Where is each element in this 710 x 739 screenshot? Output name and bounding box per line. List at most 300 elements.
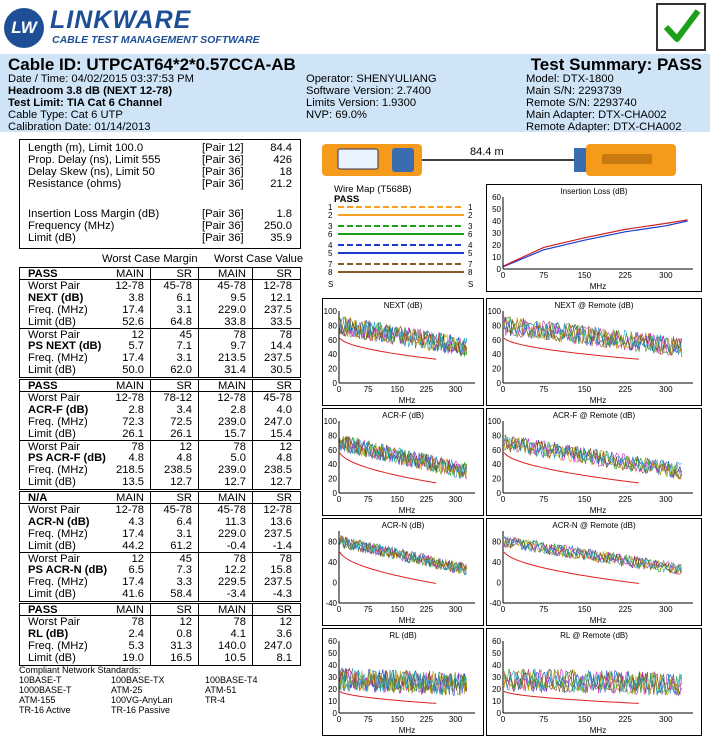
table-row	[20, 640, 300, 652]
table-cell: MAIN	[218, 492, 246, 504]
chart-title: ACR-N (dB)	[381, 521, 425, 530]
column-divider	[252, 268, 253, 377]
table-cell: SR	[176, 492, 192, 504]
y-tick-label: 40	[492, 460, 501, 470]
table-cell: 19.0	[122, 652, 144, 664]
table-row-label: Worst Pair	[28, 392, 81, 404]
table-cell: 0.8	[176, 628, 192, 640]
y-tick-label: 20	[492, 474, 501, 484]
linkware-logo-subtitle: CABLE TEST MANAGEMENT SOFTWARE	[52, 34, 260, 46]
wire-pin-right: 3	[468, 222, 473, 231]
table-cell: 7.1	[176, 340, 192, 352]
table-cell: SR	[276, 492, 292, 504]
table-row	[20, 516, 300, 528]
table-cell: 12.7	[170, 476, 192, 488]
x-tick-label: 225	[618, 271, 632, 280]
cable-diagram	[322, 140, 702, 180]
y-tick-label: -40	[325, 599, 337, 608]
table-cell: 10.5	[224, 652, 246, 664]
table-cell: SR	[176, 380, 192, 392]
y-tick-label: 50	[328, 649, 337, 658]
wire-pin-right: S	[468, 280, 474, 289]
summary-row	[20, 208, 300, 220]
table-cell: 78	[279, 329, 292, 341]
x-tick-label: 0	[500, 605, 506, 614]
table-cell: 13.5	[122, 476, 144, 488]
y-tick-label: 100	[323, 307, 337, 316]
table-cell: 4.3	[128, 516, 144, 528]
table-cell: MAIN	[218, 380, 246, 392]
x-axis-label: MHz	[589, 396, 607, 405]
y-tick-label: 60	[328, 445, 337, 455]
y-tick-label: 60	[492, 335, 501, 345]
x-tick-label: 0	[500, 271, 506, 280]
x-tick-label: 225	[419, 715, 434, 724]
x-tick-label: 75	[539, 715, 549, 724]
summary-value: 84.4	[270, 142, 292, 154]
chart-title: ACR-F (dB)	[382, 411, 424, 420]
wire-pin-right: 7	[468, 260, 473, 269]
x-tick-label: 300	[659, 605, 673, 614]
summary-panel	[19, 139, 301, 249]
table-row-label: RL (dB)	[28, 628, 69, 640]
table-cell: 33.5	[270, 316, 292, 328]
table-cell: SR	[276, 604, 292, 616]
summary-label: Delay Skew (ns), Limit 50	[28, 166, 155, 178]
summary-pair: [Pair 36]	[202, 220, 244, 232]
header-left-column	[8, 73, 194, 133]
wire-pin-left: 8	[328, 268, 333, 277]
header-right-column	[526, 73, 681, 133]
table-cell: 5.0	[230, 452, 246, 464]
y-tick-label: 40	[492, 557, 501, 567]
summary-row	[20, 166, 300, 178]
table-cell: MAIN	[116, 380, 144, 392]
date-time: Date / Time: 04/02/2015 03:37:53 PM	[8, 73, 194, 85]
wire-pin-left: 3	[328, 222, 333, 231]
table-cell: 15.7	[224, 428, 246, 440]
summary-row	[20, 232, 300, 244]
x-axis-label: MHz	[398, 396, 416, 405]
chart-svg	[323, 409, 483, 515]
table-cell: MAIN	[116, 604, 144, 616]
standard-item: TR-4	[205, 695, 225, 705]
y-tick-label: 80	[328, 431, 337, 441]
cable-type: Cable Type: Cat 6 UTP	[8, 109, 123, 121]
table-row	[20, 392, 300, 404]
standard-item: ATM-51	[205, 685, 237, 695]
summary-value: 18	[279, 166, 292, 178]
cable-id: Cable ID: UTPCAT64*2*0.57CCA-AB	[8, 55, 296, 74]
x-tick-label: 0	[500, 385, 506, 394]
summary-value: 250.0	[264, 220, 292, 232]
summary-pair: [Pair 36]	[202, 232, 244, 244]
standard-item: 100BASE-TX	[111, 675, 165, 685]
x-tick-label: 225	[419, 385, 434, 394]
x-tick-label: 0	[336, 715, 342, 724]
wire-pin-right: 6	[468, 230, 473, 239]
limit-line	[504, 338, 639, 359]
table-cell: 26.1	[170, 428, 192, 440]
limit-line	[340, 552, 436, 583]
x-axis-label: MHz	[589, 506, 607, 515]
table-cell: 4.8	[176, 452, 192, 464]
x-tick-label: 300	[659, 495, 673, 504]
summary-label: Insertion Loss Margin (dB)	[28, 208, 160, 220]
table-row-label: PASS	[28, 268, 58, 280]
table-cell: 78	[233, 616, 246, 628]
table-cell: 2.4	[128, 628, 144, 640]
summary-label: Length (m), Limit 100.0	[28, 142, 144, 154]
table-row-label: Freq. (MHz)	[28, 528, 88, 540]
x-tick-label: 225	[419, 495, 434, 504]
x-tick-label: 150	[577, 495, 592, 504]
table-row	[20, 380, 300, 392]
y-tick-label: 40	[492, 661, 501, 670]
table-row	[20, 280, 300, 292]
table-row	[20, 540, 300, 552]
summary-row	[20, 154, 300, 166]
table-cell: 12	[179, 441, 192, 453]
x-tick-label: 0	[500, 495, 506, 504]
summary-value: 21.2	[270, 178, 292, 190]
summary-pair: [Pair 36]	[202, 208, 244, 220]
table-cell: 12	[131, 553, 144, 565]
column-divider	[150, 492, 151, 601]
chart-title: RL @ Remote (dB)	[560, 631, 628, 640]
table-cell: SR	[276, 380, 292, 392]
x-tick-label: 75	[539, 385, 549, 394]
x-tick-label: 225	[618, 605, 632, 614]
table-cell: 33.8	[224, 316, 246, 328]
summary-row	[20, 142, 300, 154]
insertion-loss-chart	[486, 184, 702, 292]
table-cell: 45	[179, 329, 192, 341]
table-cell: 3.3	[176, 576, 192, 588]
x-tick-label: 300	[659, 715, 673, 724]
table-cell: 237.5	[264, 304, 292, 316]
table-row-label: Freq. (MHz)	[28, 304, 88, 316]
column-divider	[252, 604, 253, 665]
x-tick-label: 300	[448, 385, 463, 394]
acr-f-table	[19, 379, 301, 490]
table-row	[20, 476, 300, 488]
rl-remote-chart	[486, 628, 702, 736]
table-cell: 218.5	[116, 464, 144, 476]
table-row-label: Worst Pair	[28, 280, 81, 292]
table-row-label: Freq. (MHz)	[28, 464, 88, 476]
table-row	[20, 504, 300, 516]
chart-svg	[323, 519, 483, 625]
table-row	[20, 364, 300, 376]
table-row-label: Freq. (MHz)	[28, 576, 88, 588]
chart-title: NEXT (dB)	[383, 301, 423, 310]
y-tick-label: 100	[487, 307, 501, 316]
summary-value: 35.9	[270, 232, 292, 244]
table-cell: 78	[131, 616, 144, 628]
y-tick-label: 40	[492, 350, 501, 360]
y-tick-label: 20	[328, 685, 337, 694]
table-cell: 12-78	[115, 392, 144, 404]
table-cell: 58.4	[170, 588, 192, 600]
y-tick-label: 80	[492, 537, 501, 547]
linkware-logo-badge: LW	[4, 8, 44, 48]
test-summary: Test Summary: PASS	[530, 55, 702, 74]
x-tick-label: 300	[448, 715, 463, 724]
table-cell: 239.0	[218, 416, 246, 428]
summary-label: Prop. Delay (ns), Limit 555	[28, 154, 161, 166]
main-adapter: Main Adapter: DTX-CHA002	[526, 109, 667, 121]
table-cell: 4.1	[230, 628, 246, 640]
chart-svg	[487, 185, 701, 291]
y-tick-label: 0	[332, 379, 337, 388]
table-cell: 12-78	[115, 280, 144, 292]
table-row-label: Limit (dB)	[28, 540, 76, 552]
table-row	[20, 292, 300, 304]
table-cell: 12-78	[263, 280, 292, 292]
x-tick-label: 300	[659, 385, 673, 394]
table-cell: 3.1	[176, 304, 192, 316]
table-cell: 3.6	[276, 628, 292, 640]
summary-pair: [Pair 12]	[202, 142, 244, 154]
wire-pin-left: 2	[328, 211, 333, 220]
acr-n-remote-chart	[486, 518, 702, 626]
summary-pair: [Pair 36]	[202, 154, 244, 166]
table-cell: 12	[131, 329, 144, 341]
table-cell: 4.8	[128, 452, 144, 464]
summary-label: Frequency (MHz)	[28, 220, 115, 232]
worst-case-value-heading: Worst Case Value	[214, 253, 304, 265]
summary-pair: [Pair 36]	[202, 178, 244, 190]
table-row	[20, 576, 300, 588]
y-tick-label: 10	[492, 253, 501, 262]
y-tick-label: 10	[328, 697, 337, 706]
table-cell: 17.4	[122, 528, 144, 540]
y-tick-label: 80	[328, 537, 337, 547]
table-cell: 78-12	[163, 392, 192, 404]
x-axis-label: MHz	[398, 726, 416, 735]
summary-label: Resistance (ohms)	[28, 178, 122, 190]
table-cell: 12-78	[115, 504, 144, 516]
table-row-label: Worst Pair	[28, 553, 81, 565]
rl-table	[19, 603, 301, 666]
model: Model: DTX-1800	[526, 73, 614, 85]
table-cell: 72.3	[122, 416, 144, 428]
table-cell: 9.5	[230, 292, 246, 304]
x-tick-label: 75	[363, 605, 373, 614]
standard-item: ATM-25	[111, 685, 143, 695]
table-cell: 78	[233, 329, 246, 341]
y-tick-label: 40	[328, 557, 337, 567]
table-row-label: Limit (dB)	[28, 316, 76, 328]
table-cell: 2.8	[230, 404, 246, 416]
table-cell: SR	[176, 268, 192, 280]
table-cell: 45-78	[163, 280, 192, 292]
table-row-label: Worst Pair	[28, 504, 81, 516]
rl-chart	[322, 628, 484, 736]
table-cell: 17.4	[122, 576, 144, 588]
table-cell: 78	[131, 441, 144, 453]
x-tick-label: 0	[336, 605, 342, 614]
chart-title: NEXT @ Remote (dB)	[554, 301, 634, 310]
table-cell: 8.1	[276, 652, 292, 664]
table-cell: -3.4	[226, 588, 246, 600]
table-cell: 45-78	[217, 280, 246, 292]
y-tick-label: 30	[492, 673, 501, 682]
y-tick-label: 30	[328, 673, 337, 682]
table-cell: 31.4	[224, 364, 246, 376]
table-cell: 31.3	[170, 640, 192, 652]
x-tick-label: 75	[363, 495, 373, 504]
worst-case-margin-heading: Worst Case Margin	[102, 253, 198, 265]
table-cell: 17.4	[122, 352, 144, 364]
series-line	[504, 536, 682, 573]
y-tick-label: 40	[328, 460, 337, 470]
table-cell: 64.8	[170, 316, 192, 328]
table-cell: 62.0	[170, 364, 192, 376]
y-tick-label: -40	[489, 599, 501, 608]
series-line	[504, 221, 688, 267]
standard-item: 100BASE-T4	[205, 675, 258, 685]
table-cell: 26.1	[122, 428, 144, 440]
table-row-label: ACR-N (dB)	[28, 516, 90, 528]
y-tick-label: 60	[492, 445, 501, 455]
table-row-label: Worst Pair	[28, 616, 81, 628]
table-row-label: ACR-F (dB)	[28, 404, 89, 416]
wire-map-title: Wire Map (T568B)	[334, 184, 412, 195]
x-tick-label: 0	[336, 495, 342, 504]
pass-check-icon	[656, 3, 706, 51]
table-row	[20, 428, 300, 440]
wire-map	[322, 182, 482, 298]
table-row-label: Limit (dB)	[28, 364, 76, 376]
y-tick-label: 50	[492, 649, 501, 658]
table-row-label: PS ACR-N (dB)	[28, 564, 108, 576]
x-tick-label: 300	[448, 605, 463, 614]
x-tick-label: 225	[419, 605, 434, 614]
y-tick-label: 0	[332, 709, 337, 718]
table-row-label: Limit (dB)	[28, 652, 76, 664]
x-tick-label: 75	[539, 495, 549, 504]
x-tick-label: 150	[390, 385, 404, 394]
y-tick-label: 0	[496, 265, 501, 274]
table-cell: 3.1	[176, 352, 192, 364]
x-tick-label: 75	[363, 715, 373, 724]
y-tick-label: 60	[328, 335, 337, 345]
table-row	[20, 492, 300, 504]
y-tick-label: 60	[492, 637, 501, 646]
table-row	[20, 652, 300, 664]
table-cell: 17.4	[122, 304, 144, 316]
wire-pin-right: 2	[468, 211, 473, 220]
chart-title: ACR-F @ Remote (dB)	[552, 411, 636, 420]
wire-pin-right: 1	[468, 204, 473, 212]
standard-item: TR-16 Passive	[111, 705, 171, 715]
y-tick-label: 60	[328, 637, 337, 646]
software-version: Software Version: 2.7400	[306, 85, 432, 97]
table-row	[20, 452, 300, 464]
wire-pin-left: 7	[328, 260, 333, 269]
y-tick-label: 80	[328, 321, 337, 331]
table-cell: 247.0	[264, 640, 292, 652]
x-tick-label: 150	[390, 715, 404, 724]
table-row	[20, 404, 300, 416]
wire-map-status: PASS	[334, 194, 360, 205]
y-tick-label: 0	[496, 709, 501, 718]
calibration-date: Calibration Date: 01/14/2013	[8, 121, 151, 133]
y-tick-label: 100	[323, 417, 337, 426]
x-axis-label: MHz	[589, 282, 607, 291]
y-tick-label: 20	[492, 241, 501, 250]
headroom: Headroom 3.8 dB (NEXT 12-78)	[8, 85, 173, 97]
table-cell: SR	[176, 604, 192, 616]
wire-pin-left: 5	[328, 249, 333, 258]
table-row-label: Worst Pair	[28, 329, 81, 341]
column-divider	[198, 492, 199, 601]
y-tick-label: 40	[328, 350, 337, 360]
table-cell: 14.4	[270, 340, 292, 352]
chart-title: RL (dB)	[389, 631, 417, 640]
summary-pair: [Pair 36]	[202, 166, 244, 178]
table-cell: 4.8	[276, 452, 292, 464]
table-cell: 50.0	[122, 364, 144, 376]
table-cell: 78	[279, 553, 292, 565]
table-cell: SR	[276, 268, 292, 280]
y-tick-label: 80	[492, 321, 501, 331]
table-cell: 72.5	[170, 416, 192, 428]
table-row	[20, 564, 300, 576]
table-cell: 15.4	[270, 428, 292, 440]
acr-f-chart	[322, 408, 484, 516]
main-sn: Main S/N: 2293739	[526, 85, 622, 97]
table-cell: 6.5	[128, 564, 144, 576]
table-cell: -4.3	[272, 588, 292, 600]
test-limit: Test Limit: TIA Cat 6 Channel	[8, 97, 163, 109]
table-cell: -1.4	[272, 540, 292, 552]
limit-line	[504, 691, 639, 703]
next-table	[19, 267, 301, 378]
y-tick-label: 20	[328, 364, 337, 374]
table-cell: 12	[279, 616, 292, 628]
summary-label: Limit (dB)	[28, 232, 76, 244]
y-tick-label: 100	[487, 417, 501, 426]
x-tick-label: 225	[618, 715, 632, 724]
column-divider	[198, 380, 199, 489]
y-tick-label: 30	[492, 229, 501, 238]
acr-f-remote-chart	[486, 408, 702, 516]
wire-pin-left: S	[328, 280, 334, 289]
x-tick-label: 150	[390, 605, 404, 614]
table-cell: 12-78	[217, 392, 246, 404]
y-tick-label: 60	[492, 193, 501, 202]
table-row-label: N/A	[28, 492, 48, 504]
column-divider	[150, 380, 151, 489]
summary-row	[20, 178, 300, 190]
table-row	[20, 304, 300, 316]
column-divider	[198, 604, 199, 665]
y-tick-label: 20	[492, 364, 501, 374]
table-row	[20, 464, 300, 476]
x-tick-label: 225	[618, 385, 632, 394]
y-tick-label: 0	[496, 489, 501, 498]
chart-svg	[487, 519, 701, 625]
table-cell: 247.0	[264, 416, 292, 428]
table-cell: 239.0	[218, 464, 246, 476]
table-cell: 3.8	[128, 292, 144, 304]
x-axis-label: MHz	[398, 616, 416, 625]
table-cell: 45-78	[263, 392, 292, 404]
table-row	[20, 616, 300, 628]
